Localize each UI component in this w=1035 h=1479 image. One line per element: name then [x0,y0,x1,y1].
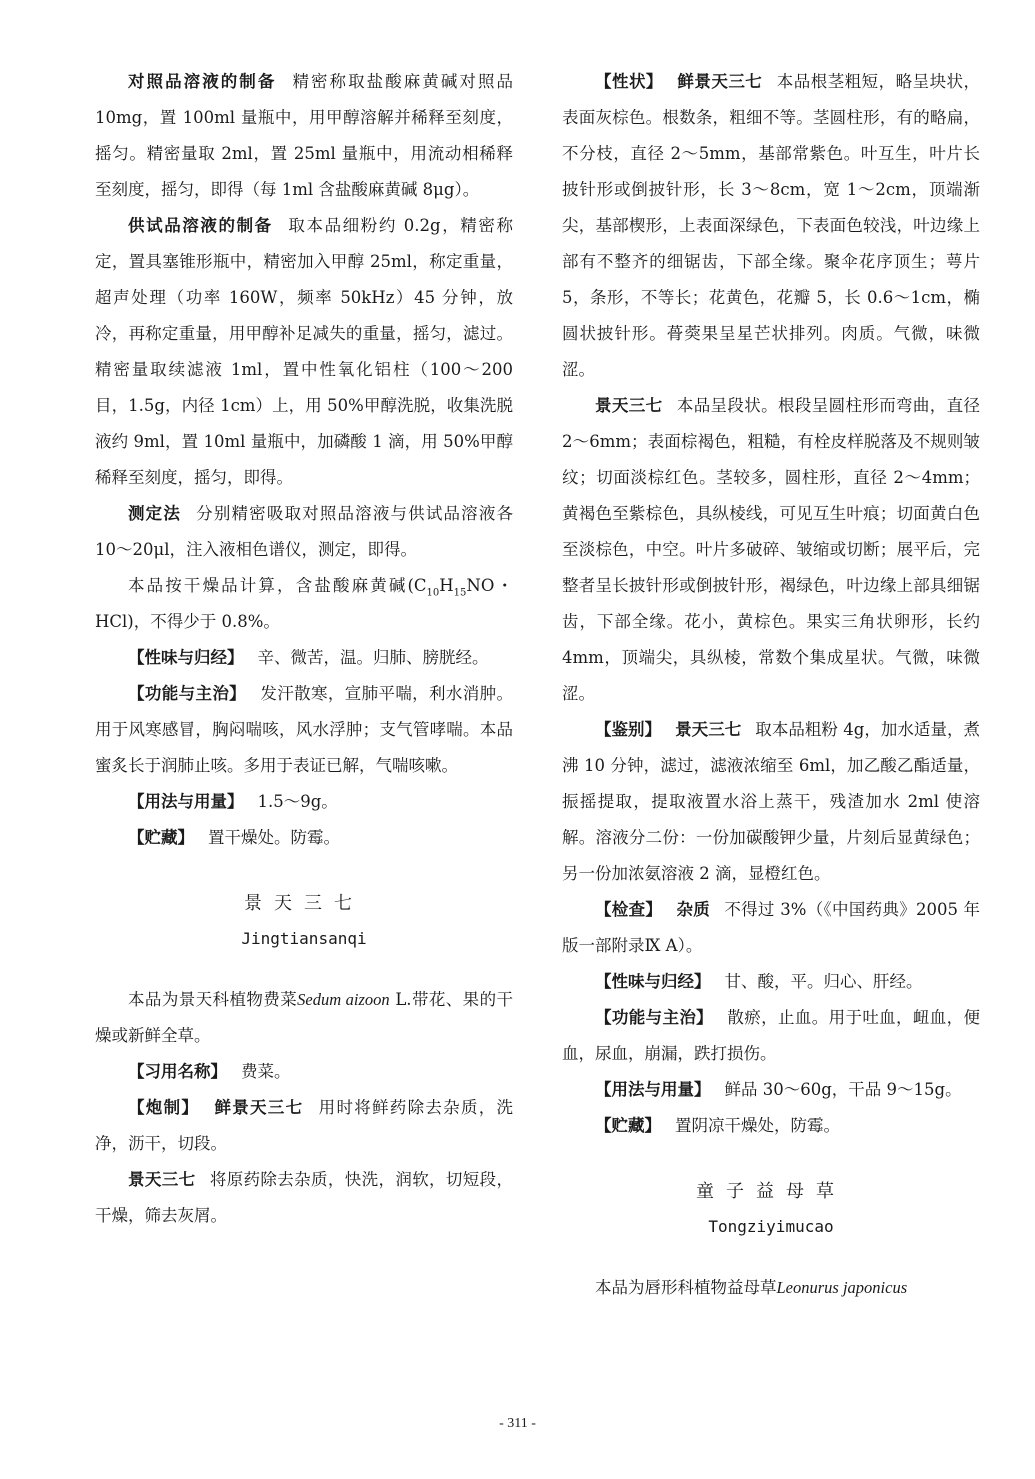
entry-title-jingtiansanqi: 景天三七 [244,893,364,914]
text-assay-method: 分别精密吸取对照品溶液与供试品溶液各 10～20μl，注入液相色谱仪，测定，即得。 [95,504,514,559]
text-identification: 取本品粗粉 4g，加水适量，煮沸 10 分钟，滤过，滤液浓缩至 6ml，加乙酸乙酯适量，振摇提取，提取液置水浴上蒸干，残渣加水 2ml 使溶解。溶液分二份：一份加碳酸钾少量，片刻后显黄绿色；另一份加浓氨溶液 2 滴，显橙红色。 [562,720,981,883]
text-storage: 置干燥处。防霉。 [208,828,340,847]
subheading-dry-characters: 景天三七 [595,396,663,415]
text-nature-meridian: 辛、微苦，温。归肺、膀胱经。 [257,648,489,667]
subheading-fresh-characters: 鲜景天三七 [676,72,763,91]
heading-storage-2: 【贮藏】 [595,1116,661,1135]
heading-test-solution: 供试品溶液的制备 [128,216,273,235]
subheading-identification: 景天三七 [675,720,742,739]
subheading-impurities: 杂质 [676,900,711,919]
text-test-solution: 取本品细粉约 0.2g，精密称定，置具塞锥形瓶中，精密加入甲醇 25ml，称定重量，超声处理（功率 160W，频率 50kHz）45 分钟，放冷，再称定重量，用甲醇补足减失的重量，摇匀，滤过。精密量取续滤液 1ml，置中性氧化铝柱（100～200 目，1.5g，内径 1cm）上，用 50%甲醇洗脱，收集洗脱液约 9ml，置 10ml 量瓶中，加磷酸 1 滴，用 50%甲醇稀释至刻度，摇匀，即得。 [95,216,513,487]
heading-storage: 【贮藏】 [128,828,194,847]
subheading-dry: 景天三七 [128,1170,196,1189]
heading-dosage-2: 【用法与用量】 [595,1080,711,1099]
heading-assay-method: 测定法 [128,504,181,523]
paragraph-nature-meridian-2 [562,964,980,1000]
page-number: - 311 - [499,1416,536,1431]
paragraph-common-name [95,1054,513,1090]
right-column [562,64,980,1306]
paragraph-nature-meridian [95,640,513,676]
paragraph-function-2 [562,1000,980,1072]
paragraph-source-2 [562,1270,980,1306]
text-function: 发汗散寒，宣肺平喘，利水消肿。用于风寒感冒，胸闷喘咳，风水浮肿；支气管哮喘。本品蜜炙长于润肺止咳。多用于表证已解，气喘咳嗽。 [95,684,514,775]
text-content-limit-b: H [439,576,454,595]
paragraph-assay-method [95,496,513,568]
text-inspection: 不得过 3%（《中国药典》2005 年版一部附录Ⅸ A）。 [562,900,981,955]
text-content-limit-a: 本品按干燥品计算，含盐酸麻黄碱(C [128,576,427,595]
paragraph-inspection [562,892,980,964]
text-processing-fresh: 用时将鲜药除去杂质，洗净，沥干，切段。 [95,1098,514,1153]
text-dosage: 1.5～9g。 [257,792,338,811]
paragraph-identification [562,712,980,892]
text-storage-2: 置阴凉干燥处，防霉。 [675,1116,840,1135]
paragraph-characters-dry [562,388,980,712]
subscript-10: 10 [426,587,440,599]
heading-function: 【功能与主治】 [128,684,247,703]
subscript-15: 15 [453,587,467,599]
paragraph-storage [95,820,513,856]
text-nature-meridian-2: 甘、酸，平。归心、肝经。 [724,972,923,991]
entry-title-tongziyimucao: 童子益母草 [696,1181,846,1202]
text-processing-dry: 将原药除去杂质，快洗，润软，切短段，干燥，筛去灰屑。 [95,1170,514,1225]
paragraph-dosage [95,784,513,820]
text-content-limit-c: NO・HCl)，不得少于 0.8%。 [95,576,514,631]
entry-pinyin-tongziyimucao: Tongziyimucao [708,1217,834,1236]
heading-nature-meridian-2: 【性味与归经】 [595,972,711,991]
heading-reference-solution: 对照品溶液的制备 [128,72,277,91]
text-source-a: 本品为景天科植物费菜 [128,990,298,1009]
latin-name-sedum: Sedum aizoon [297,990,390,1009]
text-reference-solution: 精密称取盐酸麻黄碱对照品 10mg，置 100ml 量瓶中，用甲醇溶解并稀释至刻度，摇匀。精密量取 2ml，置 25ml 量瓶中，用流动相稀释至刻度，摇匀，即得（每 1ml 含盐酸麻黄碱 8μg）。 [95,72,514,199]
heading-common-name: 【习用名称】 [128,1062,227,1081]
paragraph-source [95,982,513,1054]
heading-nature-meridian: 【性味与归经】 [128,648,244,667]
paragraph-function [95,676,513,784]
paragraph-processing [95,1090,513,1162]
left-column [95,64,513,1234]
text-common-name: 费菜。 [241,1062,291,1081]
heading-function-2: 【功能与主治】 [595,1008,714,1027]
heading-dosage: 【用法与用量】 [128,792,244,811]
subheading-fresh: 鲜景天三七 [213,1098,304,1117]
heading-characters: 【性状】 [595,72,663,91]
text-characters-fresh: 本品根茎粗短，略呈块状，表面灰棕色。根数条，粗细不等。茎圆柱形，有的略扁，不分枝，直径 2～5mm，基部常紫色。叶互生，叶片长披针形或倒披针形，长 3～8cm，宽 1～2cm，顶端渐尖，基部楔形，上表面深绿色，下表面色较浅，叶边缘上部有不整齐的细锯齿，下部全缘。聚伞花序顶生；萼片 5，条形，不等长；花黄色，花瓣 5，长 0.6～1cm，椭圆状披针形。蓇葖果呈星芒状排列。肉质。气微，味微涩。 [562,72,981,379]
paragraph-storage-2 [562,1108,980,1144]
paragraph-processing-dry [95,1162,513,1234]
paragraph-test-solution [95,208,513,496]
heading-inspection: 【检查】 [595,900,663,919]
entry-pinyin-jingtiansanqi: Jingtiansanqi [241,929,367,948]
text-source-2: 本品为唇形科植物益母草 [595,1278,777,1297]
paragraph-content-limit [95,568,513,640]
paragraph-reference-solution [95,64,513,208]
heading-processing: 【炮制】 [128,1098,200,1117]
latin-name-leonurus: Leonurus japonicus [776,1278,908,1297]
text-function-2: 散瘀，止血。用于吐血，衄血，便血，尿血，崩漏，跌打损伤。 [562,1008,981,1063]
paragraph-characters-fresh [562,64,980,388]
text-dosage-2: 鲜品 30～60g，干品 9～15g。 [724,1080,962,1099]
paragraph-dosage-2 [562,1072,980,1108]
heading-identification: 【鉴别】 [595,720,662,739]
text-characters-dry: 本品呈段状。根段呈圆柱形而弯曲，直径 2～6mm；表面棕褐色，粗糙，有栓皮样脱落及不规则皱纹；切面淡棕红色。茎较多，圆柱形，直径 2～4mm；黄褐色至紫棕色，具纵棱线，可见互生叶痕；切面黄白色至淡棕色，中空。叶片多破碎、皱缩或切断；展平后，完整者呈长披针形或倒披针形，褐绿色，叶边缘上部具细锯齿，下部全缘。花小，黄棕色。果实三角状卵形，长约 4mm，顶端尖，具纵棱，常数个集成星状。气微，味微涩。 [562,396,981,703]
text-source-b: L.带花、果的干燥或新鲜全草。 [95,990,514,1045]
